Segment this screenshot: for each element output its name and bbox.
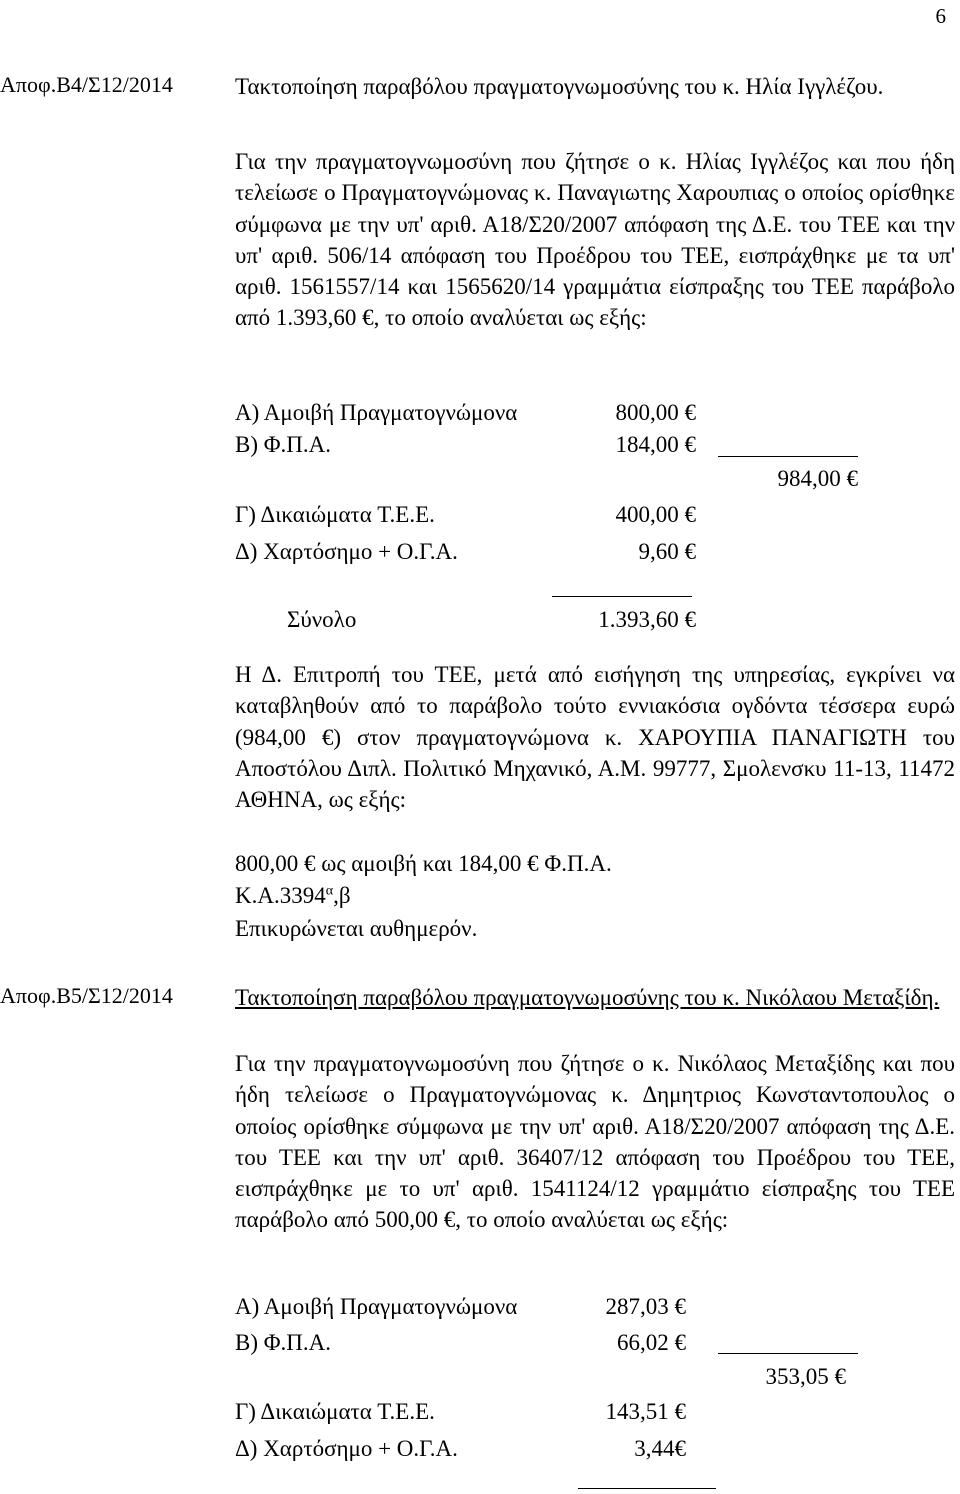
item-amount: 800,00 € [615,400,696,425]
subtotal-rule [718,456,858,457]
item-label: Δ) Χαρτόσημο + Ο.Γ.Α. [235,1436,458,1461]
ratified-line: Επικυρώνεται αυθημερόν. [235,916,478,941]
decision-id: Αποφ.Β4/Σ12/2014 [0,72,173,97]
item-amount: 400,00 € [615,502,696,527]
item-amount: 9,60 € [638,539,696,564]
item-amount: 3,44€ [634,1436,686,1461]
decision-intro: Για την πραγματογνωμοσύνη που ζήτησε ο κ. Νικόλαος Μεταξίδης και που ήδη τελείωσε ο Πραγματογνώμονας κ. Δημητριος Κωνσταντοπουλος ο οποίος ορίσθηκε σύμφωνα με την υπ' αριθ. Α18/Σ20/2007 απόφαση της Δ.Ε. του ΤΕΕ και την υπ' αριθ. 36407/12 απόφαση του Προέδρου του ΤΕΕ, εισπράχθηκε με το υπ' αριθ. 1541124/12 γραμμάτιο είσπραξης του ΤΕΕ παράβολο από 500,00 €, το οποίο αναλύεται ως εξής: [235,1051,955,1233]
item-label: Β) Φ.Π.Α. [235,432,332,457]
item-label: Α) Αμοιβή Πραγματογνώμονα [235,400,518,425]
subtotal-amount: 353,05 € [765,1364,846,1389]
item-label: Γ) Δικαιώματα Τ.Ε.Ε. [235,1399,435,1424]
page-number: 6 [935,4,946,28]
subtotal-rule [718,1353,858,1354]
total-rule [552,596,692,597]
item-label: Α) Αμοιβή Πραγματογνώμονα [235,1294,518,1319]
item-amount: 287,03 € [605,1294,686,1319]
item-amount: 143,51 € [605,1399,686,1424]
total-label: Σύνολο [287,607,357,632]
decision-id: Αποφ.Β5/Σ12/2014 [0,983,173,1008]
ka-code: $K.A.3394^\alpha,\beta$ [235,883,351,908]
decision-title: Τακτοποίηση παραβόλου πραγματογνωμοσύνης του κ. Νικόλαου Μεταξίδη. [235,985,940,1010]
item-label: Β) Φ.Π.Α. [235,1330,332,1355]
item-amount: 66,02 € [617,1330,686,1355]
item-label: Γ) Δικαιώματα Τ.Ε.Ε. [235,502,435,527]
item-amount: 184,00 € [615,432,696,457]
payment-line: 800,00 € ως αμοιβή και 184,00 € Φ.Π.Α. [235,851,612,876]
total-rule [578,1488,716,1489]
total-amount: 1.393,60 € [598,607,696,632]
item-label: Δ) Χαρτόσημο + Ο.Γ.Α. [235,539,458,564]
decision-text: Η Δ. Επιτροπή του ΤΕΕ, μετά από εισήγηση της υπηρεσίας, εγκρίνει να καταβληθούν από το παράβολο τούτο εννιακόσια ογδόντα τέσσερα ευρώ (984,00 €) στον πραγματογνώμονα κ. ΧΑΡΟΥΠΙΑ ΠΑΝΑΓΙΩΤΗ του Αποστόλου Διπλ. Πολιτικό Μηχανικό, Α.Μ. 99777, Σμολενσκυ 11-13, 11472 ΑΘΗΝΑ, ως εξής: [235,662,955,813]
subtotal-amount: 984,00 € [777,466,858,491]
decision-title: Τακτοποίηση παραβόλου πραγματογνωμοσύνης του κ. Ηλία Ιγγλέζου. [235,74,884,99]
decision-intro: Για την πραγματογνωμοσύνη που ζήτησε ο κ. Ηλίας Ιγγλέζος και που ήδη τελείωσε ο Πραγματογνώμονας κ. Παναγιωτης Χαρουπιας ο οποίος ορίσθηκε σύμφωνα με την υπ' αριθ. Α18/Σ20/2007 απόφαση της Δ.Ε. του ΤΕΕ και την υπ' αριθ. 506/14 απόφαση του Προέδρου του ΤΕΕ, εισπράχθηκε με τα υπ' αριθ. 1561557/14 και 1565620/14 γραμμάτια είσπραξης του ΤΕΕ παράβολο από 1.393,60 €, το οποίο αναλύεται ως εξής: [235,149,955,331]
